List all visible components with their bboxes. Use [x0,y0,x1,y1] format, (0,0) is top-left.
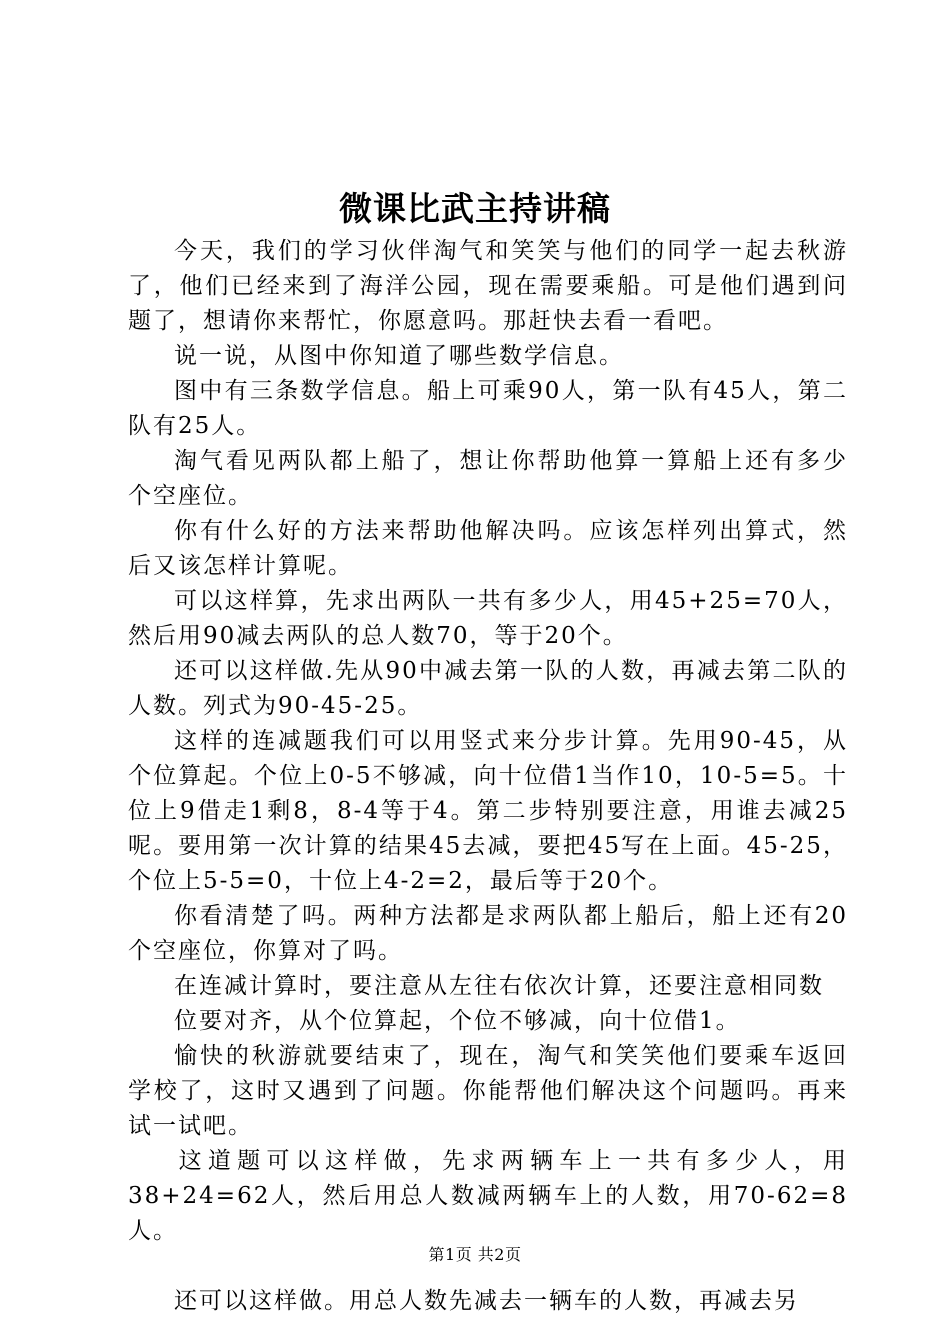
paragraph-method-two: 还可以这样做.先从90中减去第一队的人数，再减去第二队的人数。列式为90-45-25。 [128,658,848,719]
document-title: 微课比武主持讲稿 [339,189,611,228]
paragraph-bus-method-two: 还可以这样做。用总人数先减去一辆车的人数，再减去另 [174,1288,799,1314]
paragraph-problem: 淘气看见两队都上船了，想让你帮助他算一算船上还有多少个空座位。 [128,448,848,509]
paragraph-method-one: 可以这样算，先求出两队一共有多少人，用45+25=70人，然后用90减去两队的总人数70，等于20个。 [128,588,848,649]
paragraph-vertical-calculation: 这样的连减题我们可以用竖式来分步计算。先用90-45，从个位算起。个位上0-5不够减，向十位借1当作10，10-5=5。十位上9借走1剩8，8-4等于4。第二步特别要注意，用谁去减25呢。要用第一次计算的结果45去减，要把45写在上面。45-25，个位上5-5=0，十位上4-2=2，最后等于20个。 [128,728,848,894]
paragraph-alignment: 位要对齐，从个位算起，个位不够减，向十位借1。 [174,1008,741,1034]
paragraph-question: 说一说，从图中你知道了哪些数学信息。 [174,343,624,369]
paragraph-intro: 今天，我们的学习伙伴淘气和笑笑与他们的同学一起去秋游了，他们已经来到了海洋公园，现在需要乘船。可是他们遇到问题了，想请你来帮忙，你愿意吗。那赶快去看一看吧。 [128,238,848,334]
page-footer: 第1页 共2页 [428,1245,522,1264]
document-body [128,234,848,1319]
paragraph-info: 图中有三条数学信息。船上可乘90人，第一队有45人，第二队有25人。 [128,378,848,439]
paragraph-return-trip: 愉快的秋游就要结束了，现在，淘气和笑笑他们要乘车返回学校了，这时又遇到了问题。你能帮他们解决这个问题吗。再来试一试吧。 [128,1043,848,1139]
paragraph-check: 你看清楚了吗。两种方法都是求两队都上船后，船上还有20个空座位，你算对了吗。 [128,903,848,964]
paragraph-attention: 在连减计算时，要注意从左往右依次计算，还要注意相同数 [174,973,824,999]
paragraph-method-question: 你有什么好的方法来帮助他解决吗。应该怎样列出算式，然后又该怎样计算呢。 [128,518,848,579]
paragraph-bus-method-one: 这道题可以这样做，先求两辆车上一共有多少人，用38+24=62人，然后用总人数减两辆车上的人数，用70-62=8人。 [128,1148,848,1244]
